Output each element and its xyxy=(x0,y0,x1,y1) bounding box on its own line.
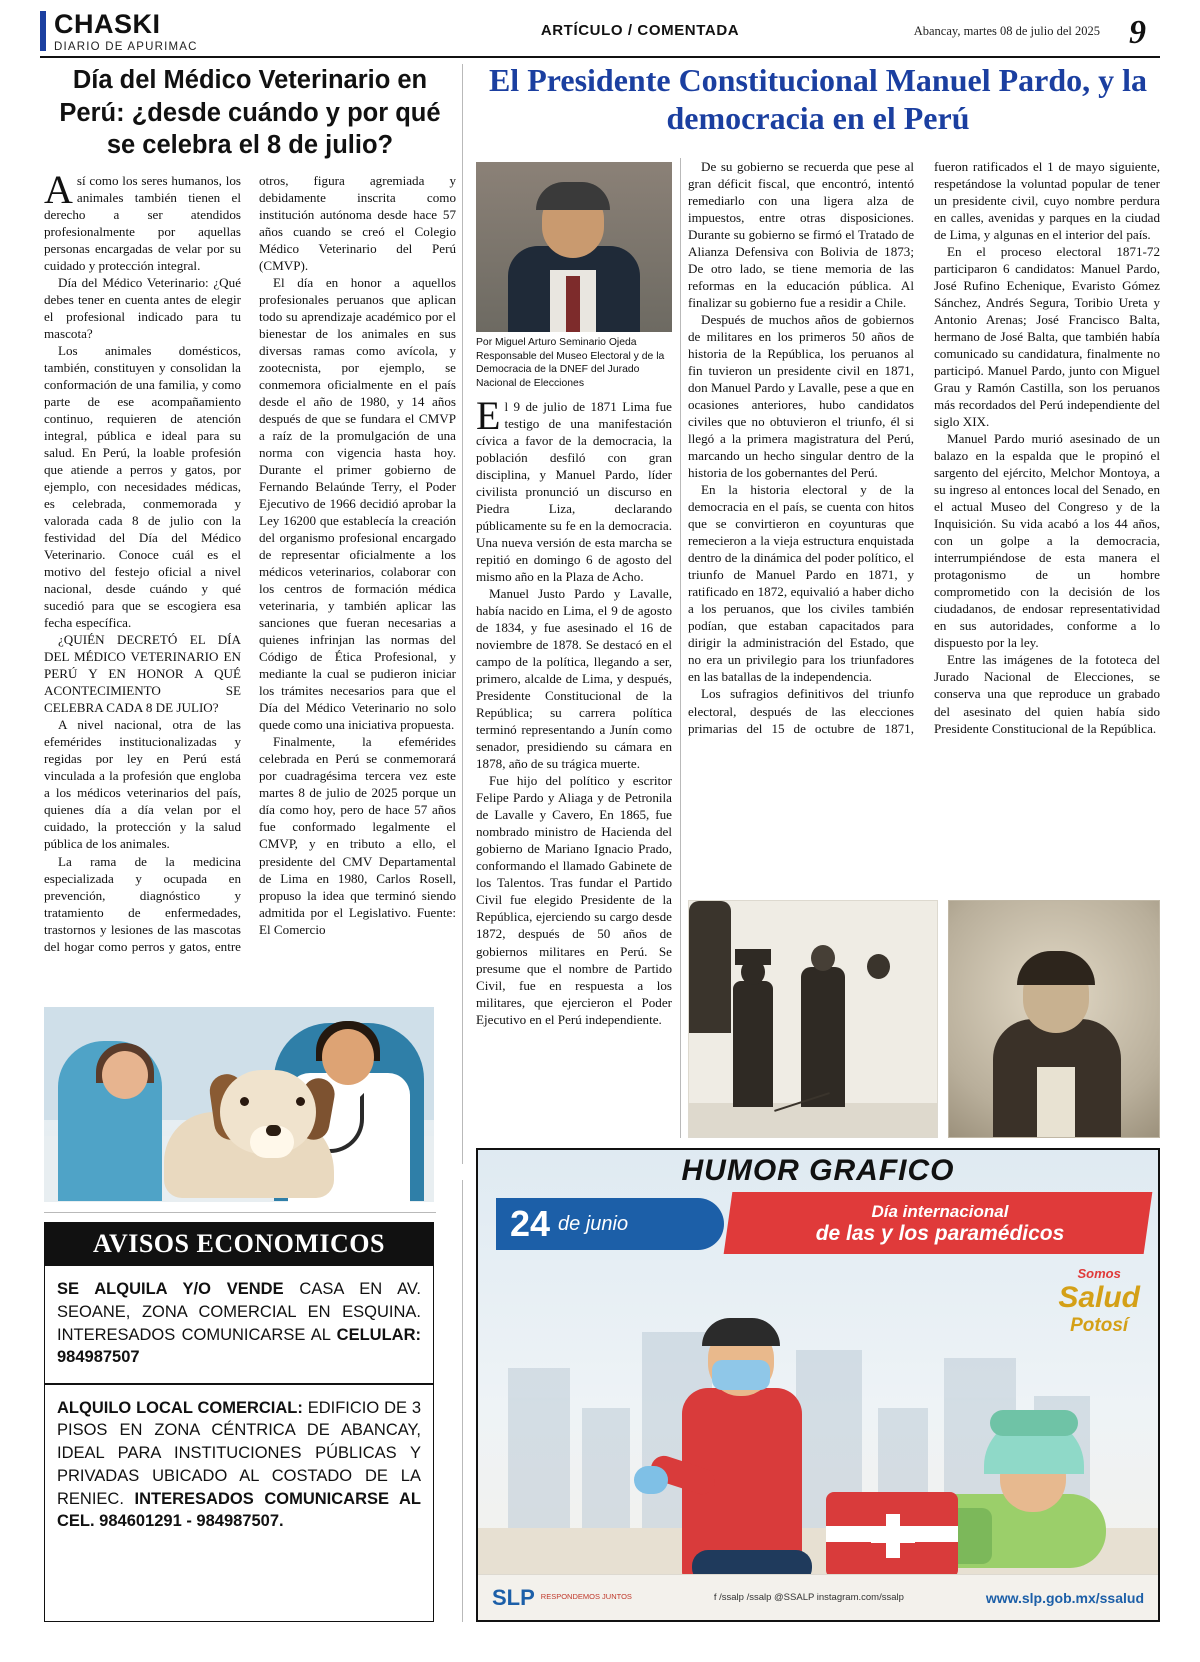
dog-nose xyxy=(266,1125,281,1136)
avisos-top-divider xyxy=(44,1212,436,1213)
top-hat-icon xyxy=(735,949,771,965)
ad1-phone: CELULAR: 984987507 xyxy=(57,1325,421,1367)
logo-line-1: Somos xyxy=(1077,1266,1121,1281)
author-photo xyxy=(476,162,672,332)
author-caption: Por Miguel Arturo Seminario Ojeda Responsable del Museo Electoral y de la Democracia de la DNEF del Jurado Nacional de Elecciones xyxy=(476,337,665,389)
paramedic-hair xyxy=(702,1318,780,1346)
column-divider-left xyxy=(462,64,463,1164)
cross-horizontal xyxy=(871,1529,915,1543)
page-number: 9 xyxy=(1129,14,1146,51)
ad1-lead: SE ALQUILA Y/O VENDE xyxy=(57,1280,284,1298)
paragraph: Así como los seres humanos, los animales también tienen el derecho a ser atendidos profesionalmente por aquellas personas encargadas de velar por su cuidado y protección integral. xyxy=(44,166,241,273)
newspaper-title: CHASKI xyxy=(54,9,161,39)
left-article xyxy=(44,64,456,955)
column-divider-left-lower xyxy=(462,1180,463,1622)
portrait-shirt xyxy=(1037,1067,1075,1137)
paragraph: A nivel nacional, otra de las efemérides institucionalizadas y regidas por ley en Perú está vinculada a la profesión que engloba a los médicos veterinarios del país, quienes día a día velan por el cuidado, la protección y la salud pública de los animales. xyxy=(44,717,241,852)
right-article-column-1 xyxy=(476,393,672,1028)
cartoon-date-text: de junio xyxy=(558,1212,629,1235)
cartoon-date-number: 24 xyxy=(510,1203,551,1244)
paragraph: Manuel Justo Pardo y Lavalle, había nacido en Lima, el 9 de agosto de 1834, y fue asesinado el 16 de noviembre de 1878. Se destacó en el campo de la política, llegando a ser, primero, alcalde de Lima, y después, Presidente Constitucional de la República; su carrera política terminó representando a Junín como senador, presidiendo su cámara en 1878, año de su trágica muerte. xyxy=(476,586,672,772)
paragraph: En el proceso electoral 1871-72 participaron 6 candidatos: Manuel Pardo, José Rufino Echenique, Evaristo Gómez Sánchez, Andrés Segura, Toribio Ureta y Antonio Arenas; José Francisco Balta, hermano de José Balta, que también había comunicado su candidatura, finalmente no participó. Manuel Pardo, junto con Miguel Grau y Ramón Castilla, son los peruanos más recordados del Perú independiente del siglo XIX. xyxy=(934,244,1160,430)
engraving-figure-3 xyxy=(689,901,731,1033)
author-tie xyxy=(566,276,580,332)
paragraph: El día en honor a aquellos profesionales peruanos que aplican todo su aprendizaje académico por el bienestar de los animales en sus diversas ramas como avícola, y zootecnista, por ejemplo, se conmemora oficialmente en el país desde el año de 1980, y 14 años después de que se fundara el CMVP a raíz de la promulgación de una norma con vigencia hasta hoy. Durante el primer gobierno de Fernando Belaúnde Terry, el Poder Ejecutivo de 1966 decidió aprobar la Ley 16200 que establecía la creación del organismo profesional encargado de representar oficialmente a los médicos veterinarios, colaborar con los centros de formación médica veterinaria, y también aplicar las sanciones que fueran necesarias a quienes infrinjan las normas del Código de Ética Profesional, y mediante la cual se pudieron iniciar los trámites necesarios para que el Día del Médico Veterinario no solo quede como una iniciativa propuesta. xyxy=(259,274,456,733)
paragraph: Manuel Pardo murió asesinado de un balazo en la espalda que le propinó el sargento del ejército, Melchor Montoya, a su ingreso al entonces local del Senado, en el actual Museo del Congreso y de la Inquisición. Su vida acabó a los 44 años, con un golpe a la democracia, interrumpiéndose de esta manera el protagonismo de un hombre comprometido con la decisión de los ciudadanos, de endosar representatividad en sus autoridades, conforme a lo dispuesto por la ley. xyxy=(934,431,1160,651)
paragraph: Los animales domésticos, también, constituyen y consolidan la conformación de una familia, y como parte de ese acompañamiento continuo, requieren de atención integral, pública e ideal para su salud. En Perú, la loable profesión que atiende a perros y gatos, por ejemplo, con necesidades médicas, es celebrada, conmemorada y valorada cada 8 de julio con la festividad del Día del Médico Veterinario. Conoce cuál es el motivo del festejo oficial a nivel nacional, desde cuándo y qué sucedió para que se escogiera esa fecha específica. xyxy=(44,343,241,631)
footer-brand: SLP xyxy=(492,1584,535,1610)
footer-social-handles[interactable]: f /ssalp /ssalp @SSALP instagram.com/ssalp xyxy=(713,1592,904,1603)
paragraph: Los sufragios definitivos del triunfo electoral, después de las elecciones primarias del 15 de octubre de 1871, fueron ratificados el 1 de mayo siguiente, respetándose la voluntad popular de tener un presidente civil, cuyo nombre perdura en calles, avenidas y parques en la ciudad de Lima, y algunas en el interior del país. xyxy=(688,159,1160,736)
right-article-columns-2-3 xyxy=(688,158,1160,737)
banner-line-1: Día internacional xyxy=(871,1202,1009,1222)
assistant-figure xyxy=(58,1041,162,1201)
paragraph: Entre las imágenes de la fototeca del Jurado Nacional de Elecciones, se conserva una que reproduce un grabado del asesinato del quien había sido Presidente Constitucional de la República. xyxy=(934,652,1160,736)
dateline: Abancay, martes 08 de julio del 2025 xyxy=(913,24,1100,38)
dog-eye-right xyxy=(296,1097,305,1106)
cartoon-footer xyxy=(478,1574,1158,1620)
engraving-figure-2-head xyxy=(811,945,835,971)
classified-ads-header: AVISOS ECONOMICOS xyxy=(45,1223,433,1266)
section-label: ARTÍCULO / COMENTADA xyxy=(540,22,740,39)
humor-grafico-panel xyxy=(476,1148,1160,1622)
ad1-body: CASA EN AV. SEOANE, ZONA COMERCIAL EN ESQUINA. INTERESADOS COMUNICARSE AL xyxy=(57,1280,421,1344)
face-mask-icon xyxy=(712,1360,770,1390)
ad2-body: EDIFICIO DE 3 PISOS EN ZONA CÉNTRICA DE ABANCAY, IDEAL PARA INSTITUCIONES PÚBLICAS Y PRIVADAS UBICADO AL COSTADO DE LA RENIEC. xyxy=(57,1398,422,1508)
masthead-divider xyxy=(40,56,1160,58)
classified-ad-1 xyxy=(45,1266,433,1383)
logo-line-2: Salud xyxy=(1058,1281,1140,1314)
glove-icon xyxy=(634,1466,668,1494)
veterinarian-head xyxy=(322,1029,374,1085)
paragraph: La rama de la medicina especializada y ocupada en prevención, diagnóstico y tratamiento de enfermedades, trastornos y lesiones de las mascotas del hogar como perros y gatos, entre otros, figura agremiada y debidamente inscrita como institución autónoma desde hace 57 años cuando se creó el Colegio Médico Veterinario del Perú (CMVP). xyxy=(44,172,456,954)
humor-grafico-title: HUMOR GRAFICO xyxy=(681,1154,955,1187)
footer-brand-group xyxy=(492,1585,632,1611)
footer-brand-sub: RESPONDEMOS JUNTOS xyxy=(540,1592,632,1602)
right-article-headline: El Presidente Constitucional Manuel Pardo, y la democracia en el Perú xyxy=(488,62,1148,136)
veterinarian-photo xyxy=(44,1007,434,1202)
ad2-phone: INTERESADOS COMUNICARSE AL CEL. 984601291 - 984987507. xyxy=(57,1489,422,1531)
paragraph: Día del Médico Veterinario: ¿Qué debes tener en cuenta antes de elegir el profesional indicado para tu mascota? xyxy=(44,274,241,342)
assistant-head xyxy=(102,1051,148,1099)
classified-ads-box xyxy=(44,1222,434,1622)
masthead xyxy=(40,8,1160,56)
brand-bar-icon xyxy=(40,11,46,51)
cartoon-date-badge xyxy=(496,1198,724,1250)
engraving-figure-1 xyxy=(733,981,773,1107)
newspaper-subtitle: DIARIO DE APURIMAC xyxy=(54,41,198,53)
engraving-floor xyxy=(689,1103,937,1137)
banner-line-2: de las y los paramédicos xyxy=(815,1221,1065,1245)
logo-line-3: Potosí xyxy=(1070,1315,1129,1336)
paramedic-figure xyxy=(656,1280,846,1580)
ad2-lead: ALQUILO LOCAL COMERCIAL: xyxy=(57,1398,303,1417)
paragraph: Finalmente, la efemérides celebrada en Perú se conmemorará por cuadragésima tercera vez este martes 8 de julio de 2025 porque un día como hoy, pero de hace 57 años fue conformado legalmente el CMVP, y en tributo a ello, el presidente del CMV Departamental de Lima en 1980, Carlos Rosell, propuso la idea que terminó siendo admitida por el Legislativo. Fuente: El Comercio xyxy=(259,734,456,937)
cartoon-banner-text xyxy=(740,1196,1140,1252)
dog-eye-left xyxy=(240,1097,249,1106)
historic-photos xyxy=(688,900,1160,1138)
masthead-brand xyxy=(40,11,198,53)
patient-headdress xyxy=(990,1410,1078,1436)
paragraph: Fue hijo del político y escritor Felipe Pardo y Aliaga y de Petronila de Lavalle y Cavero, En 1865, fue nombrado ministro de Hacienda del gobierno de Mariano Ignacio Prado, conformando el llamado Gabinete de los Talentos. Tras fundar el Partido Civil fue elegido Presidente de la República, ejerciendo su cargo desde 1872, después de 50 años de gobiernos militares en Perú. Se presume que el nombre de Partido Civil, fue en respuesta a los militares, que ejercieron el Poder Ejecutivo en el Perú independiente. xyxy=(476,773,672,1027)
historic-photo-portrait xyxy=(948,900,1160,1138)
paragraph-subhead: ¿QUIÉN DECRETÓ EL DÍA DEL MÉDICO VETERINARIO EN PERÚ Y EN HONOR A QUÉ ACONTECIMIENTO SE CELEBRA CADA 8 DE JULIO? xyxy=(44,632,241,716)
first-aid-kit-icon xyxy=(826,1492,958,1578)
engraving-figure-2 xyxy=(801,967,845,1107)
left-article-body xyxy=(44,166,456,955)
engraving-figure-3-head xyxy=(867,954,890,979)
column-divider-right xyxy=(680,158,681,1138)
paragraph: De su gobierno se recuerda que pese al gran déficit fiscal, que encontró, intentó remediarlo con una ligera alza de impuestos, entre otras disposiciones. Durante su gobierno se firmó el Tratado de Alianza Defensiva con Bolivia de 1873; De otro lado, se tiene memoria de las reformas en la educación pública. Al finalizar su gobierno fue a residir a Chile. xyxy=(688,159,914,311)
footer-website-url[interactable]: www.slp.gob.mx/ssalud xyxy=(985,1589,1144,1606)
right-article xyxy=(476,62,1160,148)
classified-ad-2 xyxy=(45,1385,433,1548)
paragraph: El 9 de julio de 1871 Lima fue testigo de una manifestación cívica a favor de la democracia, la población desfiló con gran disciplina, y Manuel Pardo, líder civilista pronunció un discurso en Piedra Liza, declarando públicamente su fe en la democracia. Una nueva versión de esta marcha se repitió en domingo 6 de agosto del mismo año en la Plaza de Acho. xyxy=(476,393,672,585)
left-article-headline: Día del Médico Veterinario en Perú: ¿desde cuándo y por qué se celebra el 8 de julio? xyxy=(59,66,441,160)
paragraph: En la historia electoral y de la democracia en el país, se cuenta con hitos que se convirtieron en coyunturas que remecieron a la vieja estructura enquistada dentro de la dinámica del poder político, el triunfo de Manuel Pardo en 1871, y ratificado en 1872, equivalió a haber dicho a los peruanos, que los civiles también podían, que estaban capacitados para dirigir la administración del Estado, que no era un privilegio para los triunfadores en las batallas de la independencia. xyxy=(688,482,914,685)
historic-photo-engraving xyxy=(688,900,938,1138)
paragraph: Después de muchos años de gobiernos de militares en los primeros 50 años de historia de la República, los peruanos al fin tuvieron un presidente civil en 1871, don Manuel Pardo y Lavalle, pese a que en ocasiones anteriores, hubo candidatos civiles que no obtuvieron el triunfo, él si llegó a la primera magistratura del Perú, marcando un hecho singular dentro de la historia de los gobernantes del Perú. xyxy=(688,312,914,481)
salud-potosi-logo xyxy=(1058,1266,1140,1337)
